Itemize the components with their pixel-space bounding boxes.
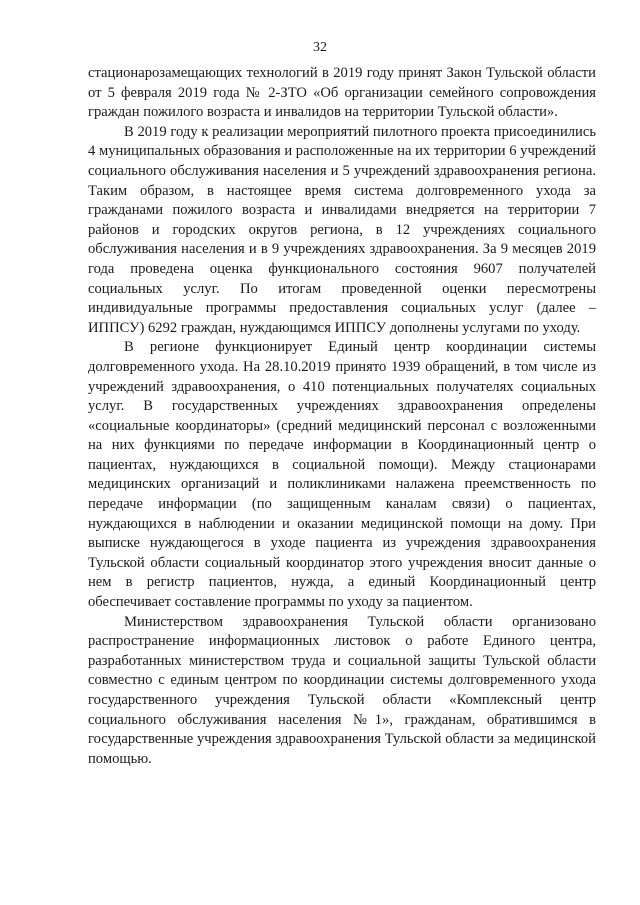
- paragraph-coordination-center: В регионе функционирует Единый центр координации системы долговременного ухода. На 28.10.2019 принято 1939 обращений, в том числе из учреждений здравоохранения, о 410 потенциальных получателях социальных услуг. В государственных учреждениях здравоохранения определены «социальные координаторы» (средний медицинский персонал с возложенными на них функциями по передаче информации в Координационный центр о пациентах, нуждающихся в социальной помощи). Между стационарами медицинских организаций и поликлиниками налажена преемственность по передаче информации (по защищенным каналам связи) о пациентах, нуждающихся в наблюдении и оказании медицинской помощи на дому. При выписке нуждающегося в уходе пациента из учреждения здравоохранения Тульской области социальный координатор этого учреждения вносит данные о нем в регистр пациентов, нужда, а единый Координационный центр обеспечивает составление программы по уходу за пациентом.: [88, 339, 596, 611]
- page-number: 32: [313, 40, 327, 55]
- document-body: [88, 64, 596, 769]
- paragraph-continuation: стационарозамещающих технологий в 2019 году принят Закон Тульской области от 5 февраля 2019 года № 2-ЗТО «Об организации семейного сопровождения граждан пожилого возраста и инвалидов на территории Тульской области».: [88, 65, 596, 121]
- paragraph-pilot-project: В 2019 году к реализации мероприятий пилотного проекта присоединились 4 муниципальных образования и расположенные на их территории 6 учреждений социального обслуживания населения и 5 учреждений здравоохранения региона. Таким образом, в настоящее время система долговременного ухода за гражданами пожилого возраста и инвалидами внедряется на территории 7 районов и городских округов региона, в 12 учреждениях социального обслуживания населения и в 9 учреждениях здравоохранения. За 9 месяцев 2019 года проведена оценка функционального состояния 9607 получателей социальных услуг. По итогам проведенной оценки пересмотрены индивидуальные программы предоставления социальных услуг (далее – ИППСУ) 6292 граждан, нуждающимся ИППСУ дополнены услугами по уходу.: [88, 123, 596, 336]
- paragraph-information-leaflets: Министерством здравоохранения Тульской области организовано распространение информационных листовок о работе Единого центра, разработанных министерством труда и социальной защиты Тульской области совместно с единым центром по координации системы долговременного ухода государственного учреждения Тульской области «Комплексный центр социального обслуживания населения №1», гражданам, обратившимся в государственные учреждения здравоохранения Тульской области за медицинской помощью.: [88, 613, 596, 767]
